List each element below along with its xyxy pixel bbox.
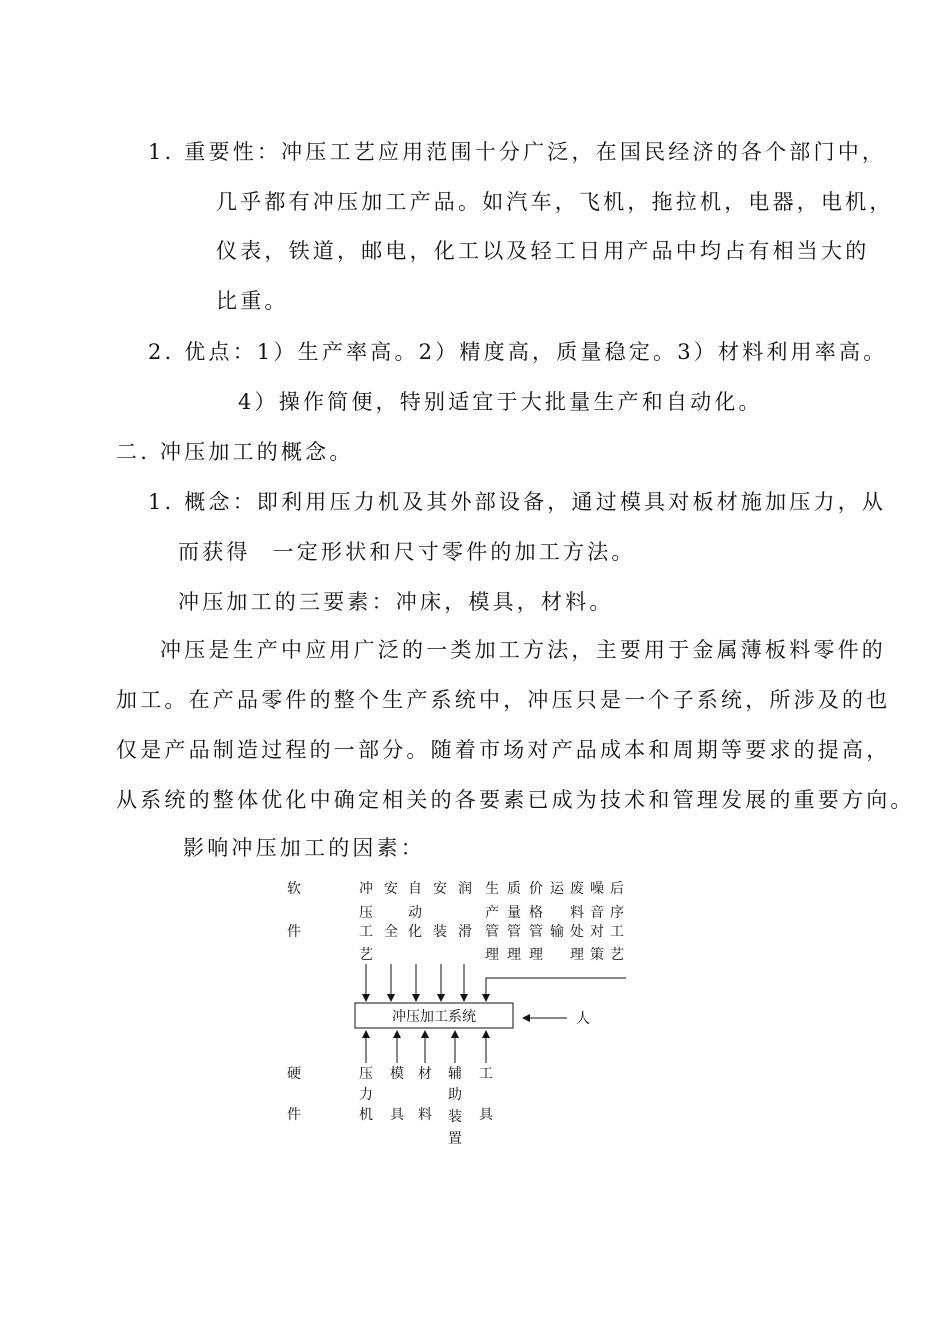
person-label: 人 [576, 1011, 590, 1027]
top-factor-char: 工 [359, 924, 373, 940]
bottom-factor-char: 辅 [448, 1066, 462, 1082]
top-factor-char: 冲 [359, 881, 373, 897]
bottom-factor-char: 料 [418, 1107, 432, 1123]
importance-line-3: 仪表，铁道，邮电，化工以及轻工日用产品中均占有相当大的 [216, 239, 870, 263]
top-factor-char: 价 [529, 881, 543, 897]
top-factor-char: 理 [570, 947, 584, 963]
body-para-line-2: 加工。在产品零件的整个生产系统中，冲压只是一个子系统，所涉及的也 [116, 688, 891, 712]
top-factor-char: 化 [408, 924, 422, 940]
bottom-factor-char: 压 [359, 1066, 373, 1082]
concept-line-1: 1. 概念：即利用压力机及其外部设备，通过模具对板材施加压力，从 [148, 490, 887, 514]
top-factor-char: 运 [550, 881, 564, 897]
top-factor-char: 动 [408, 905, 422, 921]
software-label-char: 软 [287, 881, 301, 897]
bottom-factor-char: 力 [359, 1087, 373, 1103]
top-factor-char: 量 [507, 905, 521, 921]
top-factor-char: 处 [570, 924, 584, 940]
system-box-label: 冲压加工系统 [392, 1009, 476, 1025]
body-para-line-1: 冲压是生产中应用广泛的一类加工方法，主要用于金属薄板料零件的 [160, 638, 886, 662]
bottom-factor-char: 模 [390, 1066, 404, 1082]
top-factor-char: 自 [408, 881, 422, 897]
body-para-line-3: 仅是产品制造过程的一部分。随着市场对产品成本和周期等要求的提高， [116, 738, 891, 762]
advantages-line-1: 2. 优点：1）生产率高。2）精度高，质量稳定。3）材料利用率高。 [148, 340, 888, 364]
top-factor-char: 音 [590, 905, 604, 921]
top-factor-char: 序 [610, 905, 624, 921]
factors-title: 影响冲压加工的因素： [183, 836, 425, 860]
bottom-factor-char: 装 [448, 1109, 462, 1125]
software-label-char: 件 [287, 924, 301, 940]
bottom-factor-char: 材 [418, 1066, 432, 1082]
top-factor-char: 对 [590, 924, 604, 940]
importance-line-4: 比重。 [216, 289, 289, 313]
top-factor-char: 生 [485, 881, 499, 897]
top-factor-char: 艺 [359, 947, 373, 963]
top-factor-char: 安 [384, 881, 398, 897]
bottom-factor-char: 具 [479, 1107, 493, 1123]
top-factor-char: 理 [485, 947, 499, 963]
top-factor-char: 润 [458, 881, 472, 897]
top-factor-char: 格 [529, 905, 543, 921]
top-factor-char: 管 [485, 924, 499, 940]
body-para-line-4: 从系统的整体优化中确定相关的各要素已成为技术和管理发展的重要方向。 [116, 788, 915, 812]
top-factor-char: 滑 [458, 924, 472, 940]
hardware-label-char: 件 [287, 1107, 301, 1123]
advantages-line-2: 4）操作简便，特别适宜于大批量生产和自动化。 [238, 390, 763, 414]
top-factor-char: 装 [433, 924, 447, 940]
top-factor-char: 后 [610, 881, 624, 897]
top-factor-char: 产 [485, 905, 499, 921]
top-factor-char: 管 [529, 924, 543, 940]
top-factor-char: 输 [550, 924, 564, 940]
bottom-factor-char: 机 [359, 1107, 373, 1123]
top-factor-char: 工 [610, 924, 624, 940]
top-factor-char: 理 [529, 947, 543, 963]
bottom-factor-char: 工 [479, 1066, 493, 1082]
top-factor-char: 艺 [610, 947, 624, 963]
top-factor-char: 理 [507, 947, 521, 963]
top-factor-char: 质 [507, 881, 521, 897]
top-factor-char: 噪 [590, 881, 604, 897]
top-factor-char: 全 [384, 924, 398, 940]
top-factor-char: 策 [590, 947, 604, 963]
importance-line-2: 几乎都有冲压加工产品。如汽车，飞机，拖拉机，电器，电机， [216, 190, 894, 214]
three-elements-line: 冲压加工的三要素：冲床，模具，材料。 [178, 590, 614, 614]
concept-line-2-part-a: 而获得 [178, 540, 251, 564]
importance-line-1: 1. 重要性：冲压工艺应用范围十分广泛，在国民经济的各个部门中， [148, 140, 887, 164]
bottom-factor-char: 助 [448, 1087, 462, 1103]
top-bracket-line [486, 978, 626, 985]
top-factor-char: 压 [359, 905, 373, 921]
bottom-factor-char: 置 [448, 1131, 462, 1147]
hardware-label-char: 硬 [287, 1066, 301, 1082]
top-factor-char: 安 [433, 881, 447, 897]
top-factor-char: 废 [570, 881, 584, 897]
section-heading: 二. 冲压加工的概念。 [116, 440, 354, 464]
top-factor-char: 管 [507, 924, 521, 940]
top-factor-char: 料 [570, 905, 584, 921]
concept-line-2-part-b: 一定形状和尺寸零件的加工方法。 [272, 540, 636, 564]
bottom-factor-char: 具 [390, 1107, 404, 1123]
